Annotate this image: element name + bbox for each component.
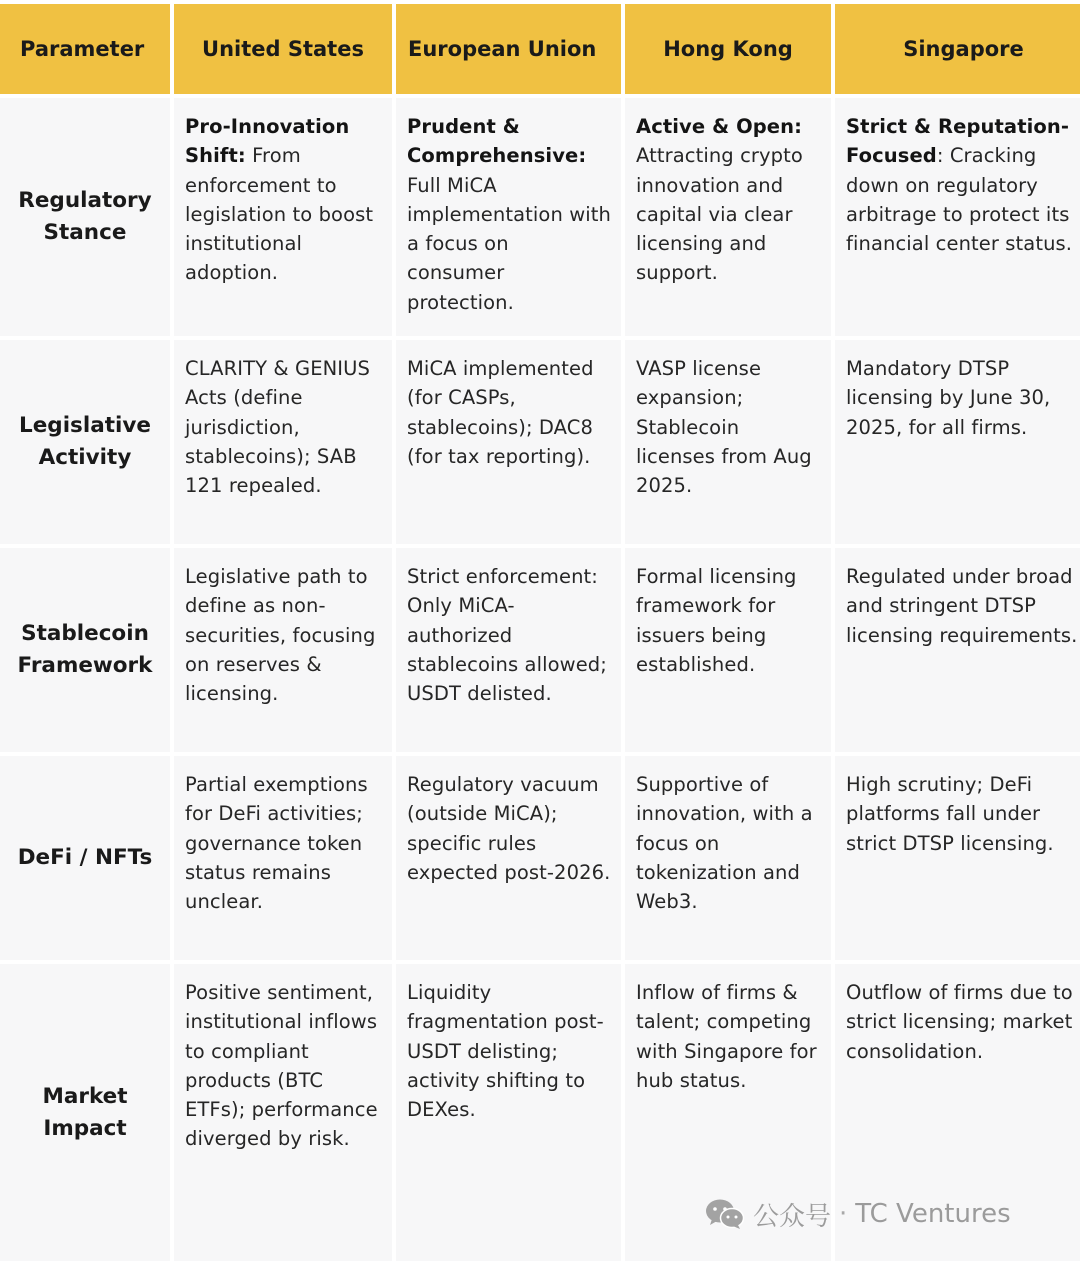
cell-heading: Strict & Reputation-Focused — [846, 115, 1070, 168]
param-line: Stance — [43, 220, 127, 245]
cell-heading: Prudent & Comprehensive: — [407, 115, 587, 168]
cell-regulatory-stance-sg — [835, 98, 1080, 336]
param-defi-nfts — [0, 756, 170, 960]
header-parameter-label: Parameter — [20, 37, 145, 61]
cell-regulatory-stance-eu — [396, 98, 621, 336]
param-regulatory-stance — [0, 98, 170, 336]
header-hong-kong — [625, 4, 831, 94]
cell-heading: Active & Open: — [636, 115, 803, 138]
cell-stablecoin-framework-hk: Formal licensing framework for issuers being established. — [625, 548, 831, 752]
regulation-comparison-table — [0, 4, 1080, 1261]
cell-stablecoin-framework-eu: Strict enforcement: Only MiCA-authorized stablecoins allowed; USDT delisted. — [396, 548, 621, 752]
header-singapore — [835, 4, 1080, 94]
cell-legislative-activity-sg: Mandatory DTSP licensing by June 30, 2025, for all firms. — [835, 340, 1080, 544]
header-united-states — [174, 4, 392, 94]
cell-stablecoin-framework-us: Legislative path to define as non-securities, focusing on reserves & licensing. — [174, 548, 392, 752]
cell-market-impact-sg: Outflow of firms due to strict licensing; market consolidation. — [835, 964, 1080, 1261]
cell-regulatory-stance-hk — [625, 98, 831, 336]
param-line: Impact — [43, 1115, 127, 1141]
param-line: Legislative — [19, 413, 151, 438]
param-stablecoin-framework — [0, 548, 170, 752]
header-eu-label: European Union — [408, 37, 597, 61]
param-line: Activity — [38, 445, 132, 470]
header-hk-label: Hong Kong — [663, 37, 793, 61]
cell-stablecoin-framework-sg: Regulated under broad and stringent DTSP licensing requirements. — [835, 548, 1080, 752]
cell-legislative-activity-us: CLARITY & GENIUS Acts (define jurisdiction, stablecoins); SAB 121 repealed. — [174, 340, 392, 544]
cell-market-impact-us: Positive sentiment, institutional inflows to compliant products (BTC ETFs); performance diverged by risk. — [174, 964, 392, 1261]
cell-text: Attracting crypto innovation and capital via clear licensing and support. — [636, 144, 803, 285]
watermark-separator: · — [839, 1199, 848, 1229]
watermark-account-label: 公众号 — [753, 1201, 832, 1232]
param-market-impact — [0, 964, 170, 1261]
cell-text: Full MiCA implementation with a focus on consumer protection. — [407, 173, 611, 314]
header-parameter — [0, 4, 170, 94]
cell-defi-nfts-hk: Supportive of innovation, with a focus on tokenization and Web3. — [625, 756, 831, 960]
cell-legislative-activity-eu: MiCA implemented (for CASPs, stablecoins); DAC8 (for tax reporting). — [396, 340, 621, 544]
cell-regulatory-stance-us — [174, 98, 392, 336]
cell-heading: Pro-Innovation Shift: — [185, 115, 350, 168]
cell-legislative-activity-hk: VASP license expansion; Stablecoin licenses from Aug 2025. — [625, 340, 831, 544]
param-line: Market — [42, 1083, 128, 1109]
param-line: DeFi / NFTs — [17, 845, 153, 870]
header-sg-label: Singapore — [903, 37, 1024, 61]
wechat-watermark — [705, 1196, 1011, 1232]
cell-text: From enforcement to legislation to boost institutional adoption. — [185, 144, 374, 285]
cell-defi-nfts-eu: Regulatory vacuum (outside MiCA); specific rules expected post-2026. — [396, 756, 621, 960]
header-us-label: United States — [202, 37, 364, 61]
param-line: Regulatory — [18, 188, 152, 213]
cell-text: : Cracking down on regulatory arbitrage to protect its financial center status. — [846, 144, 1073, 256]
header-european-union — [396, 4, 621, 94]
watermark-name: TC Ventures — [855, 1199, 1011, 1229]
cell-defi-nfts-us: Partial exemptions for DeFi activities; governance token status remains unclear. — [174, 756, 392, 960]
param-line: Framework — [17, 653, 153, 678]
cell-defi-nfts-sg: High scrutiny; DeFi platforms fall under strict DTSP licensing. — [835, 756, 1080, 960]
wechat-icon — [705, 1198, 745, 1230]
param-legislative-activity — [0, 340, 170, 544]
cell-market-impact-eu: Liquidity fragmentation post-USDT delisting; activity shifting to DEXes. — [396, 964, 621, 1261]
param-line: Stablecoin — [21, 621, 149, 646]
cell-market-impact-hk: Inflow of firms & talent; competing with Singapore for hub status. — [625, 964, 831, 1261]
